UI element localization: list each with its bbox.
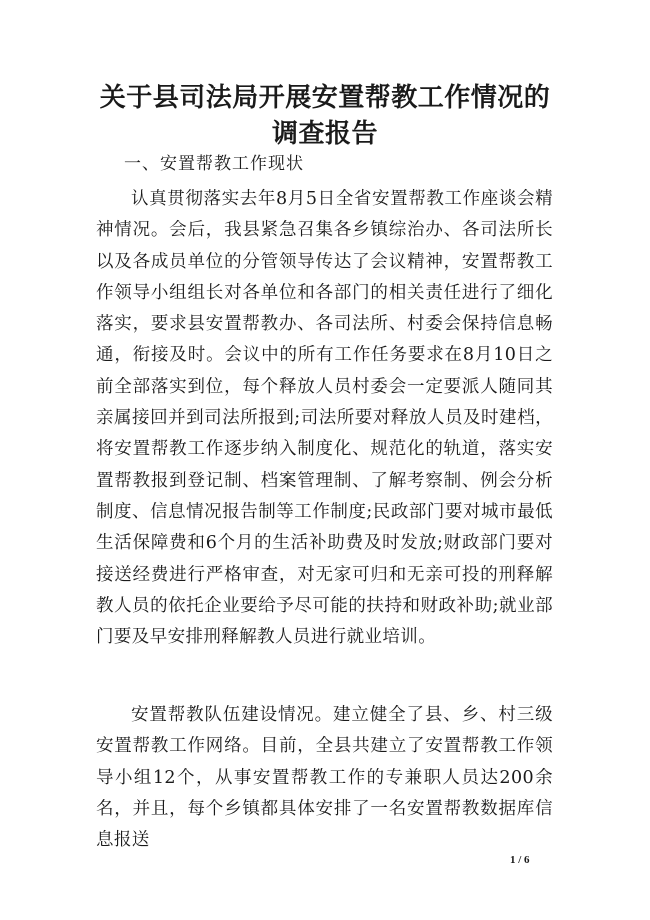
- body-paragraph-2: 安置帮教队伍建设情况。建立健全了县、乡、村三级安置帮教工作网络。目前，全县共建立了安置帮教工作领导小组12个，从事安置帮教工作的专兼职人员达200余名，并且，每个乡镇都具体安排了一名安置帮教数据库信息报送: [96, 705, 553, 851]
- section-heading: 一、安置帮教工作现状: [124, 154, 304, 174]
- document-title: 关于县司法局开展安置帮教工作情况的调查报告: [99, 83, 551, 149]
- body-paragraph-1: 认真贯彻落实去年8月5日全省安置帮教工作座谈会精神情况。会后，我县紧急召集各乡镇综治办、各司法所长以及各成员单位的分管领导传达了会议精神，安置帮教工作领导小组组长对各单位和各部门的相关责任进行了细化落实，要求县安置帮教办、各司法所、村委会保持信息畅通，衔接及时。会议中的所有工作任务要求在8月10日之前全部落实到位，每个释放人员村委会一定要派人随同其亲属接回并到司法所报到;司法所要对释放人员及时建档，将安置帮教工作逐步纳入制度化、规范化的轨道，落实安置帮教报到登记制、档案管理制、了解考察制、例会分析制度、信息情况报告制等工作制度;民政部门要对城市最低生活保障费和6个月的生活补助费及时发放;财政部门要对接送经费进行严格审查，对无家可归和无亲可投的刑释解教人员的依托企业要给予尽可能的扶持和财政补助;就业部门要及早安排刑释解教人员进行就业培训。: [96, 189, 553, 648]
- page-number: 1 / 6: [510, 854, 530, 866]
